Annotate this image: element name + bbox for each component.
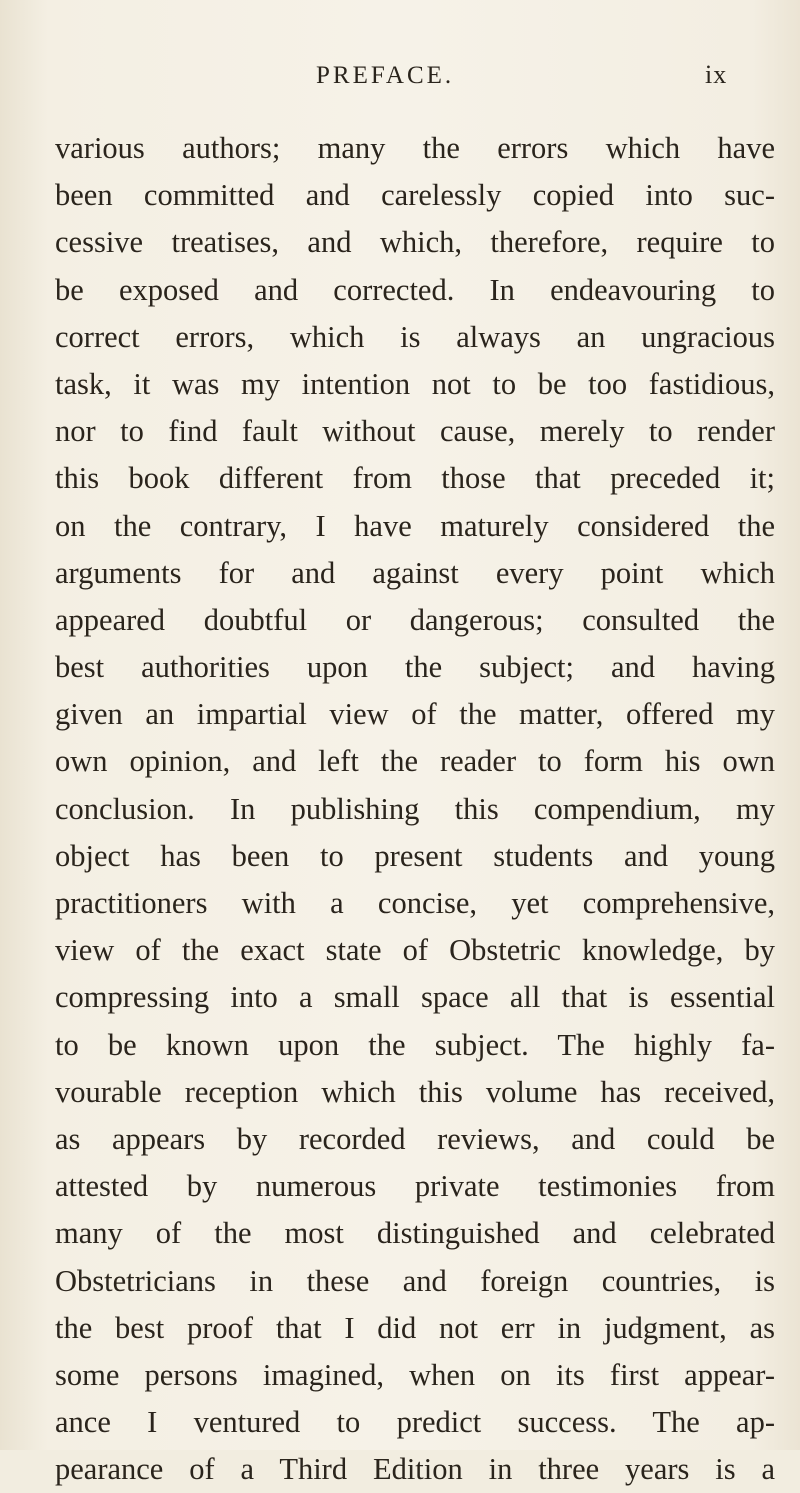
- body-text: [55, 125, 775, 1493]
- text-line: the best proof that I did not err in judgment, as: [55, 1310, 775, 1345]
- text-line: object has been to present students and young: [55, 838, 775, 873]
- text-line: correct errors, which is always an ungracious: [55, 319, 775, 354]
- text-line: as appears by recorded reviews, and could be: [55, 1121, 775, 1156]
- running-head-title: PREFACE.: [316, 62, 455, 89]
- text-line: to be known upon the subject. The highly fa-: [55, 1027, 775, 1062]
- text-line: given an impartial view of the matter, offered my: [55, 697, 775, 732]
- text-line: arguments for and against every point which: [55, 555, 775, 590]
- text-line: appeared doubtful or dangerous; consulted the: [55, 602, 775, 637]
- running-head: [0, 62, 800, 102]
- text-line: some persons imagined, when on its first appear-: [55, 1357, 775, 1392]
- text-line: be exposed and corrected. In endeavouring to: [55, 272, 775, 307]
- text-line: view of the exact state of Obstetric knowledge, by: [55, 933, 775, 968]
- text-line: compressing into a small space all that is essential: [55, 980, 775, 1015]
- text-line: various authors; many the errors which have: [55, 131, 775, 165]
- text-line: best authorities upon the subject; and having: [55, 650, 775, 685]
- text-line: own opinion, and left the reader to form his own: [55, 744, 775, 779]
- text-line: vourable reception which this volume has received,: [55, 1074, 775, 1109]
- text-line: cessive treatises, and which, therefore, require to: [55, 225, 775, 260]
- text-line: on the contrary, I have maturely considered the: [55, 508, 775, 543]
- text-line: been committed and carelessly copied into suc-: [55, 178, 775, 213]
- text-line: this book different from those that preceded it;: [55, 461, 775, 496]
- text-line: ance I ventured to predict success. The ap-: [55, 1405, 775, 1440]
- page-number: ix: [705, 60, 728, 89]
- text-line: nor to find fault without cause, merely to render: [55, 414, 775, 449]
- text-line: pearance of a Third Edition in three years is a: [55, 1452, 775, 1487]
- text-line: task, it was my intention not to be too fastidious,: [55, 366, 775, 401]
- text-line: many of the most distinguished and celebrated: [55, 1216, 775, 1251]
- text-line: practitioners with a concise, yet comprehensive,: [55, 886, 775, 920]
- text-line: Obstetricians in these and foreign countries, is: [55, 1263, 775, 1298]
- text-line: attested by numerous private testimonies from: [55, 1169, 775, 1204]
- text-line: conclusion. In publishing this compendium, my: [55, 791, 775, 826]
